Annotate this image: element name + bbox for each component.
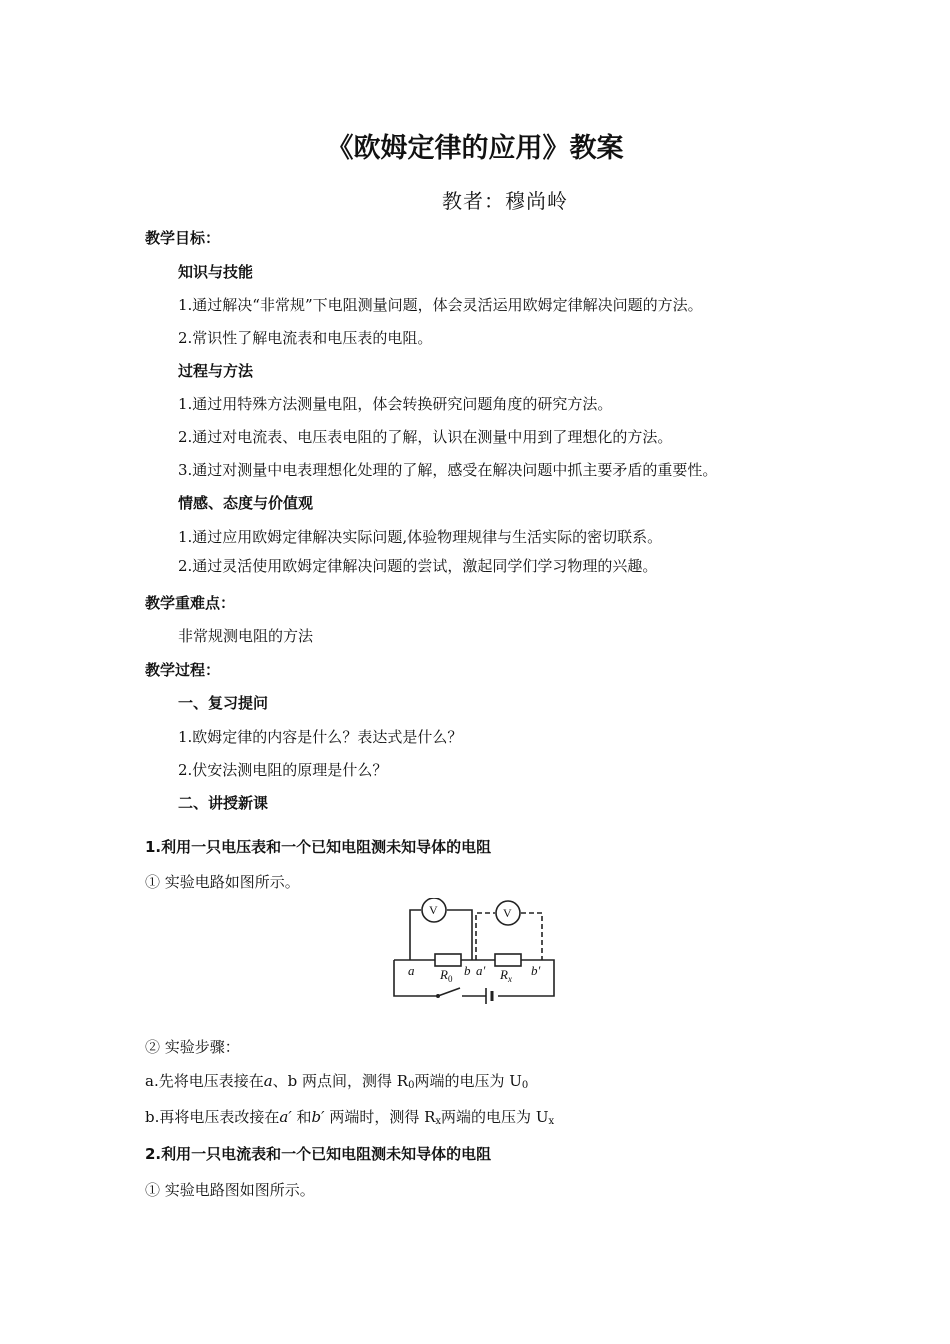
method1-step-a: a.先将电压表接在a、b 两点间，测得 $R_0$两端的电压为 $U_0$: [145, 1072, 529, 1091]
section-heading-keypoints: 教学重难点：: [145, 594, 236, 612]
list-item: 3.通过对测量中电表理想化处理的了解，感受在解决问题中抓主要矛盾的重要性。: [178, 461, 718, 479]
method2-heading: 2.利用一只电流表和一个已知电阻测未知导体的电阻: [145, 1145, 492, 1163]
point-a-prime-label: a′: [476, 963, 486, 978]
list-item: 1.通过解决“非常规”下电阻测量问题，体会灵活运用欧姆定律解决问题的方法。: [178, 296, 703, 314]
point-b-prime-label: b′: [531, 963, 541, 978]
subheading-review: 一、复习提问: [178, 694, 269, 712]
voltmeter-label: V: [429, 903, 438, 917]
resistor-rx-icon: [495, 954, 521, 966]
method1-step-b: b.再将电压表改接在a′ 和b′ 两端时，测得 $R_x$两端的电压为 $U_x$: [145, 1108, 555, 1127]
subheading-attitude: 情感、态度与价值观: [178, 494, 314, 512]
list-item: 1.通过用特殊方法测量电阻，体会转换研究问题角度的研究方法。: [178, 395, 613, 413]
list-item: 2.通过对电流表、电压表电阻的了解，认识在测量中用到了理想化的方法。: [178, 428, 673, 446]
document-title: 《欧姆定律的应用》教案: [326, 133, 624, 164]
list-item: 1.通过应用欧姆定律解决实际问题,体验物理规律与生活实际的密切联系。: [178, 528, 663, 546]
method2-circuit-caption: ① 实验电路图如图所示。: [145, 1181, 315, 1199]
list-item: 2.通过灵活使用欧姆定律解决问题的尝试，激起同学们学习物理的兴趣。: [178, 557, 658, 575]
method1-circuit-caption: ① 实验电路如图所示。: [145, 873, 300, 891]
keypoints-text: 非常规测电阻的方法: [178, 627, 314, 645]
point-a-label: a: [408, 963, 415, 978]
author-line: 教者：穆尚岭: [442, 189, 568, 213]
subheading-process: 过程与方法: [178, 362, 254, 380]
subheading-new-lesson: 二、讲授新课: [178, 794, 269, 812]
method1-heading: 1.利用一只电压表和一个已知电阻测未知导体的电阻: [145, 838, 492, 856]
list-item: 1.欧姆定律的内容是什么？表达式是什么？: [178, 728, 463, 746]
resistor-r0-icon: [435, 954, 461, 966]
resistor-r0-label: $R_0$: [440, 967, 453, 984]
point-b-label: b: [464, 963, 471, 978]
section-heading-process: 教学过程：: [145, 661, 221, 679]
switch-icon: [436, 994, 440, 998]
list-item: 2.常识性了解电流表和电压表的电阻。: [178, 329, 433, 347]
list-item: 2.伏安法测电阻的原理是什么？: [178, 761, 388, 779]
voltmeter-label: V: [503, 906, 512, 920]
subheading-knowledge: 知识与技能: [178, 263, 254, 281]
circuit-diagram: [388, 898, 560, 1008]
resistor-rx-label: $R_x$: [500, 967, 512, 984]
method1-steps-heading: ② 实验步骤：: [145, 1038, 240, 1056]
section-heading-goals: 教学目标：: [145, 229, 221, 247]
